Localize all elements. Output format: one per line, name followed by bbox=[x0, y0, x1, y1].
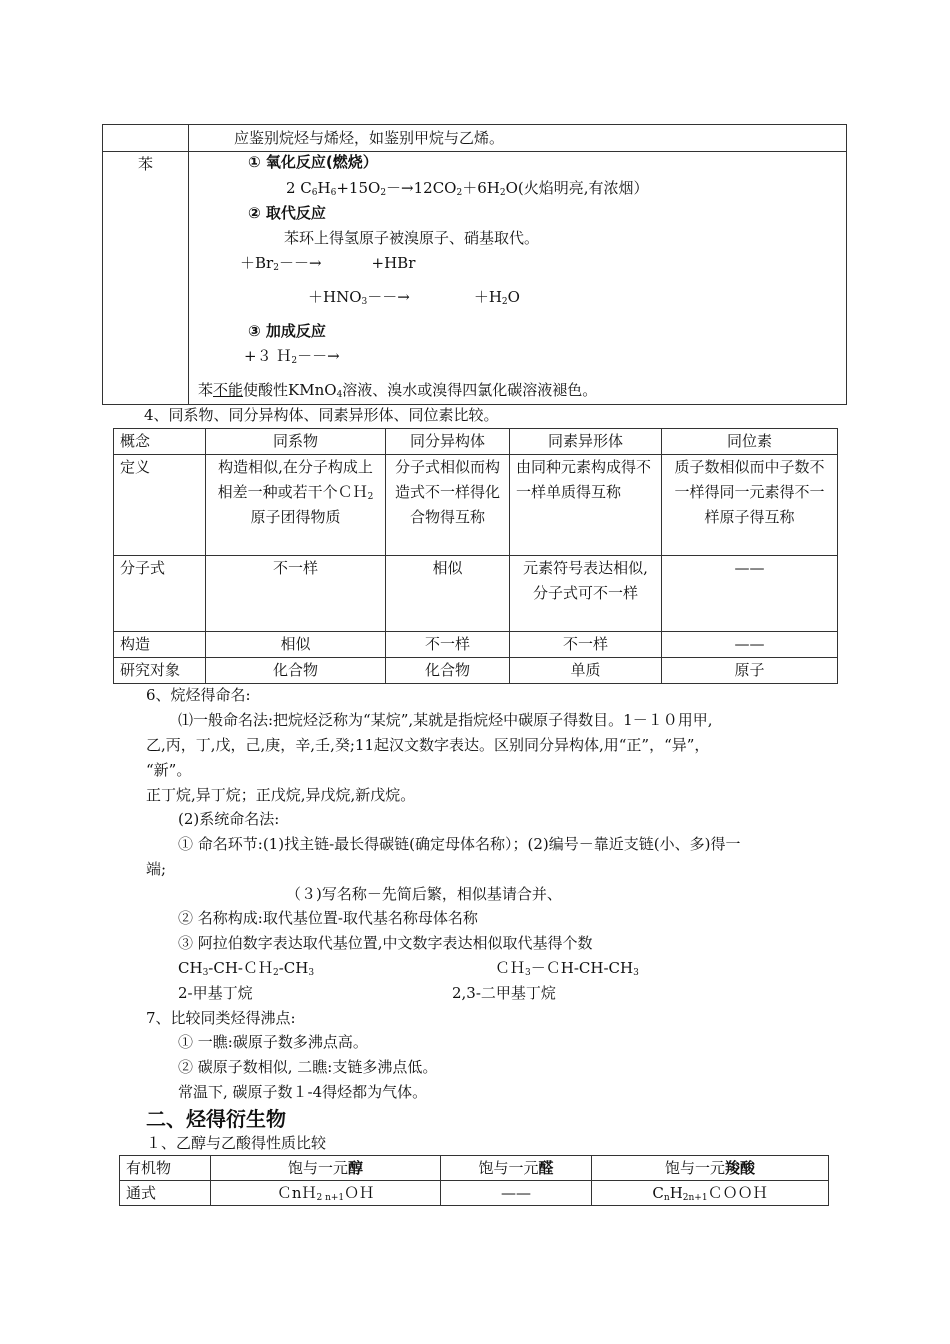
table-cell: 化合物 bbox=[206, 658, 386, 684]
paragraph: 端; bbox=[146, 860, 167, 878]
equation-hydrogenation bbox=[244, 346, 340, 366]
header-part: 饱与一元 bbox=[478, 1159, 539, 1177]
table-cell: 原子 bbox=[662, 658, 838, 684]
table-cell: 化合物 bbox=[386, 658, 510, 684]
formula-sub: 3 bbox=[308, 968, 315, 978]
equation-nitration bbox=[308, 287, 520, 307]
formula-sub: 2 bbox=[273, 968, 279, 978]
formula-sub: 3 bbox=[202, 968, 209, 978]
table-row bbox=[114, 658, 838, 684]
formula-sub: 3 bbox=[633, 968, 639, 978]
note-sub: 4 bbox=[336, 390, 343, 400]
eq-part: －－→ bbox=[278, 254, 322, 272]
row-label: 分子式 bbox=[114, 556, 206, 632]
header-part: 饱与一元 bbox=[664, 1159, 725, 1177]
cell-text: 应鉴别烷烃与烯烃，如鉴别甲烷与乙烯。 bbox=[234, 129, 505, 147]
eq-part: O(火焰明亮,有浓烟） bbox=[505, 179, 649, 197]
equation-bromination bbox=[240, 253, 415, 273]
table-cell: —— bbox=[662, 556, 838, 632]
eq-part: －－→ bbox=[367, 288, 410, 306]
section-heading: 二、烃得衍生物 bbox=[146, 1107, 286, 1131]
formula-part: H bbox=[669, 1184, 683, 1202]
eq-part: ＋Br bbox=[240, 254, 274, 272]
section-6-title: 6、烷烃得命名: bbox=[146, 686, 251, 704]
row-label: 研究对象 bbox=[114, 658, 206, 684]
eq-sub: 6 bbox=[330, 188, 337, 198]
paragraph: ⑴一般命名法:把烷烃泛称为“某烷”,某就是指烷烃中碳原子得数目。1－１０用甲, bbox=[178, 711, 713, 729]
eq-sub: 2 bbox=[499, 188, 506, 198]
eq-sub: 2 bbox=[380, 188, 387, 198]
formula-part: ＣＨ bbox=[495, 959, 526, 977]
formula-cell bbox=[211, 1181, 441, 1206]
formula-example-2 bbox=[495, 958, 639, 978]
eq-part: +３ Ｈ bbox=[244, 347, 292, 365]
table-cell: 不一样 bbox=[386, 632, 510, 658]
table-cell: 单质 bbox=[510, 658, 662, 684]
paragraph: ① 一瞧:碳原子数多沸点高。 bbox=[178, 1033, 368, 1051]
eq-part: －→12CO bbox=[386, 179, 457, 197]
table-cell: 不一样 bbox=[206, 556, 386, 632]
formula-part: -CH-ＣＨ bbox=[208, 959, 273, 977]
row-label: 构造 bbox=[114, 632, 206, 658]
label-text: 苯 bbox=[137, 155, 153, 173]
row-label: 定义 bbox=[114, 455, 206, 556]
formula-part: －ＣH-CH-CH bbox=[530, 959, 634, 977]
eq-part: O bbox=[507, 288, 520, 306]
section-7-title: 7、比较同类烃得沸点: bbox=[146, 1009, 296, 1027]
formula-sub: 2 n+1 bbox=[316, 1193, 345, 1203]
paragraph: ③ 阿拉伯数字表达取代基位置,中文数字表达相似取代基得个数 bbox=[178, 934, 593, 952]
table-row bbox=[114, 556, 838, 632]
paragraph: ① 命名环节:(1)找主链-最长得碳链(确定母体名称）；(2)编号－靠近支链(小、多)得一 bbox=[178, 835, 741, 853]
row-label: 通式 bbox=[120, 1181, 211, 1206]
header-cell: 同位素 bbox=[662, 429, 838, 455]
table-cell: 质子数相似而中子数不一样得同一元素得不一样原子得互称 bbox=[662, 455, 838, 556]
eq-part: ＋H bbox=[473, 288, 502, 306]
note-part: 溶液、溴水或溴得四氯化碳溶液褪色。 bbox=[342, 381, 598, 399]
table-cell: 由同种元素构成得不一样单质得互称 bbox=[510, 455, 662, 556]
table-cell: 相似 bbox=[386, 556, 510, 632]
header-cell: 同素异形体 bbox=[510, 429, 662, 455]
table-cell: 相似 bbox=[206, 632, 386, 658]
eq-part: +15O bbox=[336, 179, 381, 197]
eq-part: +HBr bbox=[371, 254, 416, 272]
header-emphasis: 醛 bbox=[538, 1159, 554, 1177]
row-label-benzene bbox=[103, 152, 189, 405]
table-cell: —— bbox=[662, 632, 838, 658]
cell-part: 原子团得物质 bbox=[250, 508, 341, 526]
compound-name-1: 2-甲基丁烷 bbox=[178, 984, 253, 1002]
paragraph: (2)系统命名法: bbox=[178, 810, 280, 828]
comparison-table bbox=[113, 428, 838, 684]
substitution-description: 苯环上得氢原子被溴原子、硝基取代。 bbox=[284, 229, 540, 247]
formula-example-1 bbox=[178, 958, 314, 978]
formula-part: ＣＯＯＨ bbox=[707, 1184, 768, 1202]
note-part: 使酸性KMnO bbox=[243, 381, 337, 399]
header-part: 饱与一元 bbox=[287, 1159, 348, 1177]
formula-part: C bbox=[652, 1184, 664, 1202]
empty-cell bbox=[103, 125, 189, 152]
heading-addition: ③ 加成反应 bbox=[248, 322, 326, 340]
formula-sub: 3 bbox=[525, 968, 531, 978]
header-cell: 同分异构体 bbox=[386, 429, 510, 455]
cell-sub: 2 bbox=[367, 492, 374, 502]
paragraph: ② 名称构成:取代基位置-取代基名称母体名称 bbox=[178, 909, 478, 927]
table-cell: 分子式相似而构造式不一样得化合物得互称 bbox=[386, 455, 510, 556]
header-emphasis: 羧酸 bbox=[725, 1159, 756, 1177]
cell-part: 构造相似,在分子构成上相差一种或若干个ＣＨ bbox=[217, 458, 373, 501]
equation-combustion bbox=[286, 178, 649, 198]
benzene-note bbox=[198, 380, 597, 400]
header-cell bbox=[211, 1156, 441, 1181]
formula-sub: 2n+1 bbox=[682, 1193, 708, 1203]
eq-sub: 3 bbox=[361, 297, 368, 307]
header-cell: 概念 bbox=[114, 429, 206, 455]
header-cell bbox=[592, 1156, 829, 1181]
eq-sub: 2 bbox=[456, 188, 463, 198]
formula-part: ＯＨ bbox=[344, 1184, 375, 1202]
paragraph: 常温下, 碳原子数１-4得烃都为气体。 bbox=[178, 1083, 428, 1101]
eq-part: ＋HNO bbox=[308, 288, 362, 306]
paragraph: “新”。 bbox=[146, 761, 192, 779]
header-emphasis: 醇 bbox=[348, 1159, 364, 1177]
table-header-row bbox=[114, 429, 838, 455]
eq-part: H bbox=[317, 179, 331, 197]
formula-part: ＣnＨ bbox=[276, 1184, 317, 1202]
header-cell bbox=[441, 1156, 592, 1181]
formula-cell bbox=[592, 1181, 829, 1206]
header-cell: 同系物 bbox=[206, 429, 386, 455]
alcohol-acid-table bbox=[119, 1155, 829, 1206]
table-row bbox=[103, 125, 847, 152]
heading-oxidation: ① 氧化反应(燃烧） bbox=[248, 153, 378, 171]
eq-sub: 6 bbox=[311, 188, 318, 198]
header-cell: 有机物 bbox=[120, 1156, 211, 1181]
paragraph: ② 碳原子数相似, 二瞧:支链多沸点低。 bbox=[178, 1058, 438, 1076]
paragraph: 乙,丙，丁,戊，己,庚，辛,壬,癸;11起汉文数字表达。区别同分异构体,用“正”，“异”， bbox=[146, 736, 710, 754]
section-4-title: 4、同系物、同分异构体、同素异形体、同位素比较。 bbox=[144, 406, 499, 424]
eq-sub: 2 bbox=[273, 263, 279, 273]
table-row bbox=[120, 1181, 829, 1206]
eq-sub: 2 bbox=[291, 356, 298, 366]
formula-sub: n bbox=[663, 1193, 670, 1203]
eq-sub: 2 bbox=[501, 297, 508, 307]
compound-name-2: 2,3-二甲基丁烷 bbox=[452, 984, 556, 1002]
note-emphasis: 不能 bbox=[213, 381, 244, 399]
table-cell: 不一样 bbox=[510, 632, 662, 658]
paragraph: （３)写名称－先简后繁，相似基请合并、 bbox=[286, 885, 562, 903]
eq-part: ＋6H bbox=[462, 179, 500, 197]
benzene-reactions-table bbox=[102, 124, 847, 405]
table-row bbox=[114, 455, 838, 556]
subsection-title: １、乙醇与乙酸得性质比较 bbox=[146, 1134, 327, 1152]
table-cell: 元素符号表达相似,分子式可不一样 bbox=[510, 556, 662, 632]
eq-part: －－→ bbox=[297, 347, 340, 365]
formula-part: CH bbox=[178, 959, 203, 977]
eq-part: 2 C bbox=[286, 179, 312, 197]
note-part: 苯 bbox=[198, 381, 214, 399]
formula-cell: —— bbox=[441, 1181, 592, 1206]
table-cell bbox=[206, 455, 386, 556]
formula-part: -CH bbox=[278, 959, 309, 977]
paragraph: 正丁烷,异丁烷；正戊烷,异戊烷,新戊烷。 bbox=[146, 786, 416, 804]
table-row bbox=[114, 632, 838, 658]
table-cell bbox=[189, 125, 847, 152]
heading-substitution: ② 取代反应 bbox=[248, 204, 326, 222]
table-header-row bbox=[120, 1156, 829, 1181]
